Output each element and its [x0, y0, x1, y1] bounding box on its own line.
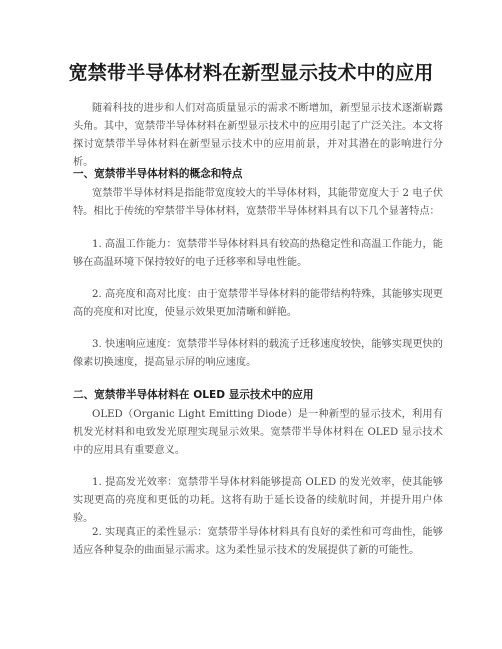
list-item: 3. 快速响应速度：宽禁带半导体材料的载流子迁移速度较快，能够实现更快的像素切换速度，提高显示屏的响应速度。: [73, 339, 443, 368]
list-item: 2. 实现真正的柔性显示：宽禁带半导体材料具有良好的柔性和可弯曲性，能够适应各种复杂的曲面显示需求。这为柔性显示技术的发展提供了新的可能性。: [73, 527, 443, 556]
document-title: 宽禁带半导体材料在新型显示技术中的应用: [68, 62, 434, 84]
list-item: 2. 高亮度和高对比度：由于宽禁带半导体材料的能带结构特殊，其能够实现更高的亮度和对比度，使显示效果更加清晰和鲜艳。: [73, 289, 443, 318]
section-1-paragraph: 宽禁带半导体材料是指能带宽度较大的半导体材料，其能带宽度大于 2 电子伏特。相比于传统的窄禁带半导体材料，宽禁带半导体材料具有以下几个显著特点：: [73, 188, 443, 217]
section-heading-1: 一、宽禁带半导体材料的概念和特点: [73, 168, 243, 180]
section-2-paragraph: OLED（Organic Light Emitting Diode）是一种新型的显示技术，利用有机发光材料和电致发光原理实现显示效果。宽禁带半导体材料在 OLED 显示技术中的应用具有重要意义。: [73, 409, 443, 456]
intro-paragraph: 随着科技的进步和人们对高质量显示的需求不断增加，新型显示技术逐渐崭露头角。其中，宽禁带半导体材料在新型显示技术中的应用引起了广泛关注。本文将探讨宽禁带半导体材料在新型显示技术中的应用前景，并对其潜在的影响进行分析。: [73, 103, 443, 168]
list-item: 1. 高温工作能力：宽禁带半导体材料具有较高的热稳定性和高温工作能力，能够在高温环境下保持较好的电子迁移率和导电性能。: [73, 239, 443, 268]
section-heading-2: 二、宽禁带半导体材料在 OLED 显示技术中的应用: [73, 389, 314, 401]
list-item: 1. 提高发光效率：宽禁带半导体材料能够提高 OLED 的发光效率，使其能够实现更高的亮度和更低的功耗。这将有助于延长设备的续航时间，并提升用户体验。: [73, 477, 443, 524]
